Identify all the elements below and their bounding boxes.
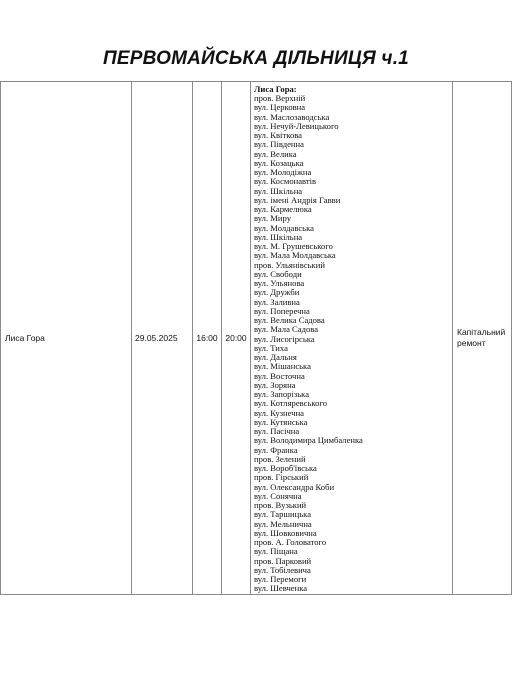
street-item: пров. Верхній [254,93,306,103]
street-item: вул. Мішанська [254,361,311,372]
street-item: вул. Свободи [254,268,302,279]
street-item: вул. Маслозаводська [254,111,330,122]
street-item: вул. Дальня [254,352,297,362]
location-cell: Лиса Гора [1,82,132,595]
street-item: вул. Миру [254,213,291,224]
street-item: вул. Мала Садова [254,324,319,335]
street-item: вул. Мельнична [254,518,312,529]
street-item: вул. Шкільна [254,185,303,196]
street-item: вул. імені Андрія Гавви [254,194,341,205]
street-item: вул. Олександра Коби [254,481,335,492]
work-type-cell [453,82,512,595]
street-item: пров. Вузький [254,500,307,510]
street-item: вул. Котляревського [254,398,328,409]
street-item: вул. Заливна [254,296,300,307]
street-item: вул. Козацька [254,157,304,168]
street-item: вул. Космонавтів [254,176,317,187]
street-item: пров. Зелений [254,453,306,464]
street-item: вул. Велика [254,148,297,159]
street-item: вул. Квіткова [254,130,302,140]
street-item: вул. Лисогірська [254,333,315,344]
street-item: вул. Зоряна [254,379,296,390]
street-item: вул. Ульянова [254,278,305,288]
street-item: пров. Гірський [254,472,309,483]
date-cell: 29.05.2025 [132,82,193,595]
street-item: пров. Парковий [254,555,312,566]
street-item: вул. Вороб'ївська [254,463,317,473]
street-item: вул. Шевченка [254,583,308,594]
street-item: вул. Мала Молдавська [254,250,336,261]
start-time-cell: 16:00 [193,82,222,595]
street-item: вул. Південна [254,139,304,150]
street-item: вул. М. Грушевського [254,241,333,251]
street-item: вул. Шовковична [254,527,317,538]
street-item: вул. Піщана [254,546,298,557]
street-item: вул. Сонячна [254,490,302,501]
work-type: Капітальний ремонт [457,326,506,348]
end-time-cell: 20:00 [222,82,251,595]
street-item: вул. Перемоги [254,574,307,584]
table-row [1,82,512,595]
street-item: вул. Молдавська [254,222,314,233]
streets-cell [251,82,453,595]
street-item: вул. Пасічна [254,426,300,436]
street-item: вул. Володимира Цимбаленка [254,435,363,446]
streets-list [254,94,452,594]
street-item: вул. Дружби [254,287,300,298]
street-item: вул. Молодіжна [254,167,312,177]
street-item: вул. Кузнечна [254,407,304,418]
street-item: вул. Шкільна [254,231,303,242]
streets-header: Лиса Гора: [254,84,297,94]
street-item: вул. Кармелюка [254,204,312,214]
street-item: вул. Церковна [254,102,306,113]
street-item: вул. Восточна [254,370,305,381]
street-item: вул. Нечуй-Левицького [254,120,339,131]
street-item: пров. Ульянівський [254,259,325,270]
street-item: вул. Поперечна [254,305,310,316]
street-item: вул. Велика Садова [254,315,325,325]
street-item: вул. Запорізька [254,389,310,399]
street-item: вул. Таршицька [254,509,312,520]
street-item: вул. Кутянська [254,416,308,427]
street-item: вул. Тиха [254,342,288,353]
street-item: вул. Франка [254,444,298,455]
page-title: ПЕРВОМАЙСЬКА ДІЛЬНИЦЯ ч.1 [103,48,409,69]
street-item: вул. Тобілевича [254,564,311,575]
schedule-table [0,81,512,595]
street-item: пров. А. Головатого [254,537,327,547]
